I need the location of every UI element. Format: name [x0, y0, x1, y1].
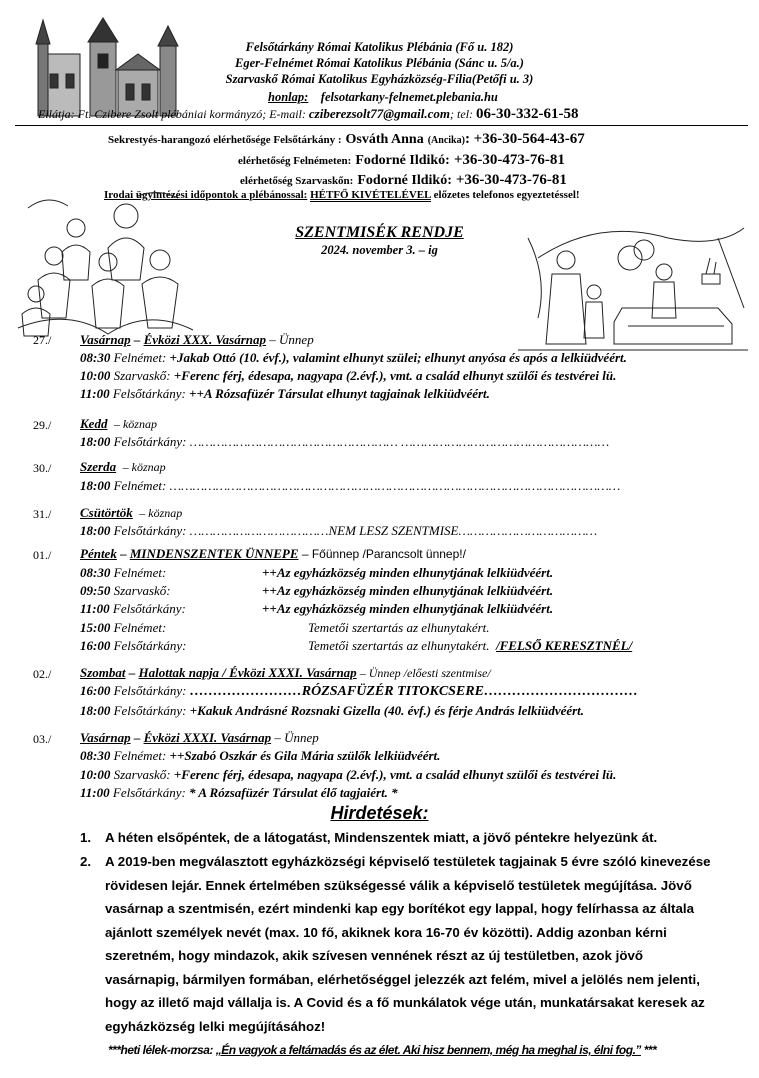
parish-line-1: Felsőtárkány Római Katolikus Plébánia (Fő u. 182) — [245, 40, 514, 54]
day-heading: Kedd – köznap — [80, 416, 157, 431]
contact-row-2-name: Fodorné Ildikó: — [355, 153, 450, 168]
day-heading: Szombat – Halottak napja / Évközi XXXI. Vasárnap – Ünnep /előesti szentmise/ — [80, 665, 491, 680]
provider-text: Ellátja: Ft. Czibere Zsolt plébániai kormányzó; E-mail: — [38, 107, 306, 121]
contact-row-3-phone: +36-30-473-76-81 — [455, 172, 567, 188]
contact-row-3-name: Fodorné Ildikó: — [357, 173, 452, 188]
day-date: 29./ — [33, 418, 52, 432]
mass-line: 09:50 Szarvaskő: — [80, 583, 171, 598]
day-heading: Csütörtök – köznap — [80, 505, 183, 520]
day-date: 27./ — [33, 333, 52, 347]
mass-line: 15:00 Felnémet: — [80, 620, 167, 635]
contact-row-3-label: elérhetőség Szarvaskőn: — [240, 175, 354, 187]
parish-line-3: Szarvaskő Római Katolikus Egyházközség-Fília(Petőfi u. 3) — [225, 72, 534, 86]
day-heading: Vasárnap – Évközi XXX. Vasárnap – Ünnep — [80, 332, 314, 347]
mass-line: 16:00 Felsőtárkány: ……………………RÓZSAFÜZÉR TITOKCSERE…………………………… — [80, 683, 638, 699]
announcement-item: A héten elsőpéntek, de a látogatást, Mindenszentek miatt, a jövő péntekre helyezünk át. — [105, 830, 658, 845]
day-date: 30./ — [33, 461, 52, 475]
mass-line: 11:00 Felsőtárkány: * A Rózsafüzér Társulat élő tagjaiért. * — [80, 785, 398, 800]
mass-line: 18:00 Felsőtárkány: +Kakuk Andrásné Rozsnaki Gizella (40. évf.) és férje András lelkiüdvéért. — [80, 703, 585, 718]
day-date: 01./ — [33, 548, 52, 562]
announcement-number: 1. — [80, 830, 92, 845]
office-key: HÉTFŐ KIVÉTELÉVEL — [310, 189, 431, 201]
day-heading: Szerda – köznap — [80, 459, 166, 474]
weekly-quote: ***heti lélek-morzsa: „Én vagyok a feltámadás és az élet. Aki hisz bennem, még ha meghal is, élni fog.” *** — [108, 1043, 657, 1057]
day-heading: Péntek – MINDENSZENTEK ÜNNEPE – Főünnep /Parancsolt ünnep!/ — [80, 546, 466, 561]
saints-illustration — [8, 188, 198, 338]
mass-line: 08:30 Felnémet: ++Szabó Oszkár és Gila Mária szülők lelkiüdvéért. — [80, 748, 441, 763]
mass-line: 18:00 Felsőtárkány: ……………………………………………… ……………………………………………… — [80, 434, 610, 449]
mass-intention: Temetői szertartás az elhunytakért. /FELSŐ KERESZTNÉL/ — [308, 638, 633, 653]
mass-line: 08:30 Felnémet: — [80, 565, 167, 580]
mass-line: 11:00 Felsőtárkány: — [80, 601, 186, 616]
office-pre: Irodai ügyintézési időpontok a plébánossal: — [104, 189, 308, 201]
mass-line: 18:00 Felsőtárkány: ………………………………NEM LESZ SZENTMISE……………………………… — [80, 523, 598, 538]
email-link[interactable]: cziberezsolt77@gmail.com — [308, 106, 451, 121]
mass-intention: ++Az egyházközség minden elhunytjának lelkiüdvéért. — [262, 601, 554, 616]
parish-line-2: Eger-Felnémet Római Katolikus Plébánia (Sánc u. 5/a.) — [235, 56, 524, 70]
mass-intention: ++Az egyházközség minden elhunytjának lelkiüdvéért. — [262, 583, 554, 598]
contact-row-2-phone: +36-30-473-76-81 — [453, 152, 565, 168]
mass-line: 08:30 Felnémet: +Jakab Ottó (10. évf.), valamint elhunyt szülei; elhunyt anyósa és após a lelkiüdvéért. — [80, 350, 627, 365]
mass-line: 10:00 Szarvaskő: +Ferenc férj, édesapa, nagyapa (2.évf.), vmt. a család elhunyt szülői és testvérei lü. — [80, 767, 617, 782]
website-label: honlap: — [268, 90, 309, 104]
phone-number: 06-30-332-61-58 — [476, 106, 579, 122]
contact-row-1-phone: : +36-30-564-43-67 — [464, 131, 585, 147]
mass-intention: Temetői szertartás az elhunytakért. — [308, 620, 490, 635]
schedule-title: SZENTMISÉK RENDJE — [295, 224, 464, 241]
contact-row-1-name: Osváth Anna — [345, 132, 424, 147]
day-heading: Vasárnap – Évközi XXXI. Vasárnap – Ünnep — [80, 730, 319, 745]
contact-row-1-nick: (Ancika) — [427, 135, 465, 146]
day-date: 02./ — [33, 667, 52, 681]
contact-row-3 — [240, 171, 567, 189]
day-date: 03./ — [33, 732, 52, 746]
contact-row-1-label: Sekrestyés-harangozó elérhetősége Felsőtárkány : — [108, 134, 342, 146]
announcements-title: Hirdetések: — [330, 803, 429, 823]
website-row — [268, 90, 498, 105]
contact-row-2-label: elérhetőség Felnémeten: — [238, 155, 352, 167]
mass-intention: ++Az egyházközség minden elhunytjának lelkiüdvéért. — [262, 565, 554, 580]
contact-row-1 — [108, 130, 585, 148]
announcement-item: A 2019-ben megválasztott egyházközségi képviselő testületek tagjainak 5 évre szóló kinevezése rövidesen lejár. Ennek értelmében szükségessé válik a képviselő testületek megújítása. Jövő vasárnap a szentmisén, ezért mindenki kap egy borítékot egy lappal, hogy felírhassa az általa ajánlott személyek nevét (max. 10 fő, akiknek kora 16-70 év közötti). Addig azonban kérni szeretném, hogy mindazok, akik szívesen vennének részt az új testületben, azok jövő vasárnapig, bármilyen formában, elérhetőséggel jelezzék azt felém, mivel a jelölés nem jelenti, hogy az illető majd vállalja is. A Covid és a fő munkálatok vége után, munkatársakat keresek az egyházközség lelki megújításához! — [105, 854, 711, 1034]
mass-line: 11:00 Felsőtárkány: ++A Rózsafüzér Társulat elhunyt tagjainak lelkiüdvéért. — [80, 386, 490, 401]
day-date: 31./ — [33, 507, 52, 521]
office-post: előzetes telefonos egyeztetéssel! — [433, 189, 580, 201]
announcement-number: 2. — [80, 854, 92, 869]
phone-label: ; tel: — [450, 107, 474, 121]
mass-line: 18:00 Felnémet: ……………………………………………………………………………………………………… — [80, 478, 621, 493]
website-link[interactable]: felsotarkany-felnemet.plebania.hu — [320, 90, 498, 104]
contact-row-2 — [238, 151, 565, 169]
mass-line: 10:00 Szarvaskő: +Ferenc férj, édesapa, nagyapa (2.évf.), vmt. a család elhunyt szülői és testvérei lü. — [80, 368, 617, 383]
provider-row — [38, 106, 579, 123]
schedule-date: 2024. november 3. – ig — [321, 243, 438, 257]
mass-line: 16:00 Felsőtárkány: — [80, 638, 187, 653]
header-divider — [15, 125, 748, 126]
